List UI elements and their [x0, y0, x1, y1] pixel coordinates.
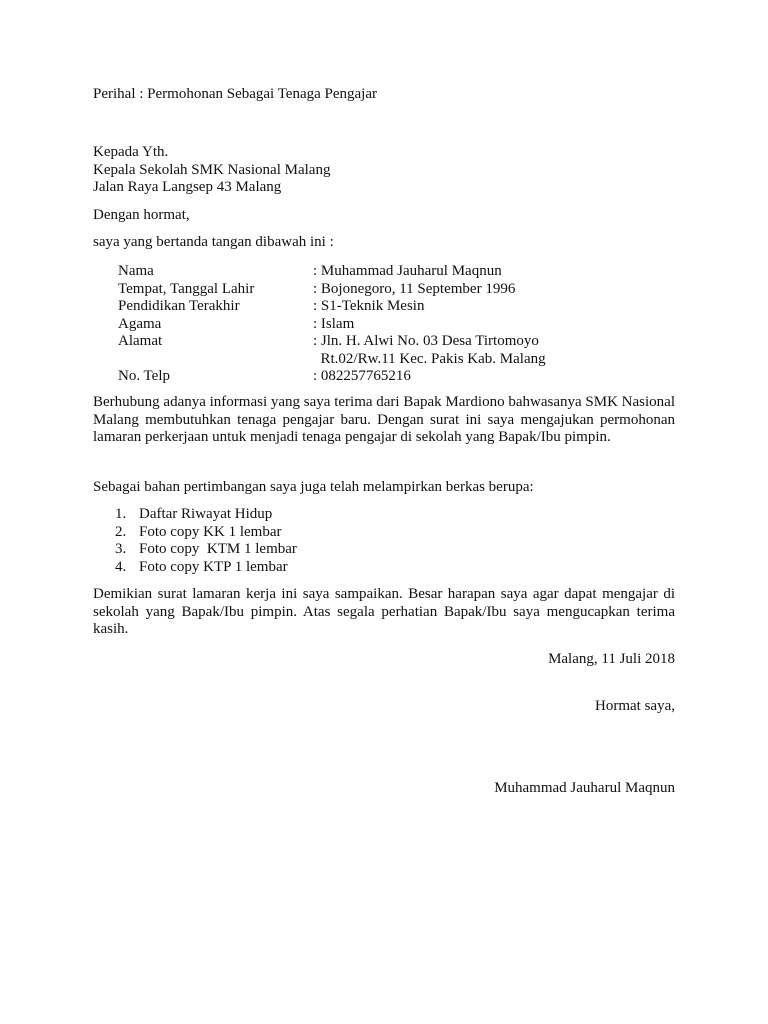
list-number: 4.: [115, 558, 127, 575]
list-text: Foto copy KTP 1 lembar: [139, 558, 288, 575]
identity-value: : Muhammad Jauharul Maqnun: [313, 263, 502, 279]
identity-label: Nama: [118, 263, 154, 279]
list-item: [115, 559, 515, 577]
subject-text: Perihal : Permohonan Sebagai Tenaga Pengajar: [93, 86, 378, 102]
list-text: Foto copy KK 1 lembar: [139, 523, 282, 540]
identity-label: Tempat, Tanggal Lahir: [118, 280, 255, 297]
identity-row: [118, 351, 618, 369]
identity-label: Agama: [118, 315, 162, 332]
closing-paragraph: [93, 586, 675, 639]
intro: [93, 234, 675, 252]
signature-name: [494, 780, 675, 798]
identity-value: : Jln. H. Alwi No. 03 Desa Tirtomoyo: [313, 333, 539, 349]
place-date: [548, 651, 675, 669]
list-number: 1.: [115, 506, 127, 522]
identity-row: [118, 298, 618, 316]
identity-row: [118, 281, 618, 299]
intro-text: saya yang bertanda tangan dibawah ini :: [93, 234, 334, 250]
identity-value: : Bojonegoro, 11 September 1996: [313, 280, 516, 297]
paragraph-1-text: Berhubung adanya informasi yang saya terima dari Bapak Mardiono bahwasanya SMK Nasional Malang membutuhkan tenaga pengajar baru. Dengan surat ini saya mengajukan permohonan lamaran perkerjaan untuk menjadi tenaga pengajar di sekolah yang Bapak/Ibu pimpin.: [93, 394, 675, 445]
place-date-text: Malang, 11 Juli 2018: [548, 651, 675, 667]
greeting-text: Dengan hormat,: [93, 207, 190, 223]
identity-label: Alamat: [118, 333, 163, 349]
greeting: [93, 207, 675, 225]
list-text: Foto copy KTM 1 lembar: [139, 541, 297, 557]
paragraph-1: [93, 394, 675, 447]
recipient-block: [93, 144, 675, 197]
identity-row: [118, 333, 618, 351]
identity-value: : Islam: [313, 315, 355, 332]
recipient-line-3: Jalan Raya Langsep 43 Malang: [93, 179, 282, 195]
identity-row: [118, 368, 618, 386]
identity-row: [118, 263, 618, 281]
attachments-intro-text: Sebagai bahan pertimbangan saya juga telah melampirkan berkas berupa:: [93, 479, 534, 495]
identity-label: [118, 351, 313, 369]
recipient-line-2: Kepala Sekolah SMK Nasional Malang: [93, 161, 331, 178]
identity-value: : 082257765216: [313, 368, 411, 384]
identity-label: No. Telp: [118, 368, 171, 384]
identity-value: Rt.02/Rw.11 Kec. Pakis Kab. Malang: [313, 350, 546, 367]
attachments-intro: [93, 479, 675, 497]
attachments-list: [115, 506, 515, 576]
list-text: Daftar Riwayat Hidup: [139, 506, 273, 522]
signature-name-text: Muhammad Jauharul Maqnun: [494, 780, 675, 796]
list-item: [115, 506, 515, 524]
list-item: [115, 524, 515, 542]
list-number: 3.: [115, 541, 127, 557]
identity-row: [118, 316, 618, 334]
closing-paragraph-text: Demikian surat lamaran kerja ini saya sampaikan. Besar harapan saya agar dapat mengajar di sekolah yang Bapak/Ibu pimpin. Atas segala perhatian Bapak/Ibu saya mengucapkan terima kasih.: [93, 586, 675, 637]
list-item: [115, 541, 515, 559]
sign-off: [595, 698, 675, 716]
subject-line: [93, 86, 675, 104]
identity-label: Pendidikan Terakhir: [118, 298, 240, 314]
identity-table: [118, 263, 618, 386]
sign-off-text: Hormat saya,: [595, 698, 675, 714]
list-number: 2.: [115, 523, 127, 540]
identity-value: : S1-Teknik Mesin: [313, 298, 425, 314]
recipient-line-1: Kepada Yth.: [93, 144, 169, 160]
